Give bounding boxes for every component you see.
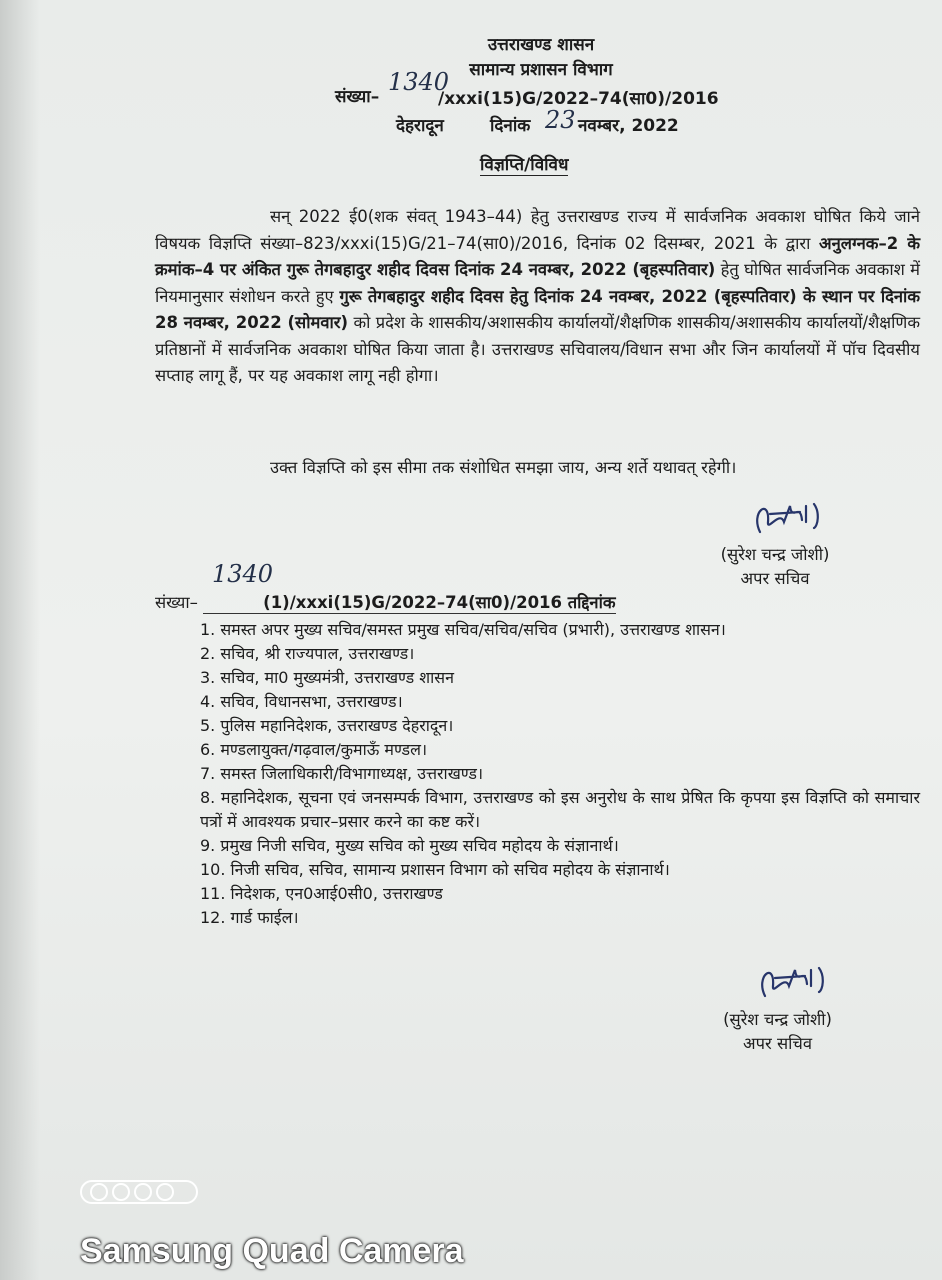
place: देहरादून (396, 116, 444, 136)
recipient-item: 10. निजी सचिव, सचिव, सामान्य प्रशासन विभाग को सचिव महोदय के संज्ञानार्थ। (200, 860, 670, 879)
handwritten-copy-ref-number: 1340 (212, 560, 274, 588)
ref-prefix: संख्या– (335, 87, 380, 107)
signatory-1-name: (सुरेश चन्द्र जोशी) (720, 545, 830, 564)
document-type: विज्ञप्ति/विविध (480, 152, 568, 176)
signature-2-block (700, 1008, 855, 1056)
recipient-item: 3. सचिव, मा0 मुख्यमंत्री, उत्तराखण्ड शासन (200, 668, 455, 687)
department-name: सामान्य प्रशासन विभाग (469, 60, 613, 80)
notification-body (155, 204, 920, 390)
body-bold-1: अनुलग्नक–2 के क्रमांक–4 पर अंकित गुरू तेगबहादुर शहीद दिवस दिनांक 24 नवम्बर, 2022 (बृहस्पतिवार) (155, 233, 920, 279)
amendment-note: उक्त विज्ञप्ति को इस सीमा तक संशोधित समझा जाय, अन्य शर्ते यथावत् रहेगी। (270, 458, 737, 477)
copy-ref-prefix: संख्या– (155, 593, 198, 612)
camera-watermark-text: Samsung Quad Camera (80, 1232, 464, 1270)
handwritten-date-day: 23 (545, 106, 576, 134)
ref-suffix: /xxxi(15)G/2022–74(सा0)/2016 (438, 89, 719, 109)
recipient-item: 2. सचिव, श्री राज्यपाल, उत्तराखण्ड। (200, 644, 415, 663)
recipient-item: 4. सचिव, विधानसभा, उत्तराखण्ड। (200, 692, 403, 711)
signature-2-mark (745, 956, 845, 1008)
date-suffix: नवम्बर, 2022 (578, 116, 679, 136)
recipient-item: 11. निदेशक, एन0आई0सी0, उत्तराखण्ड (200, 884, 443, 903)
signature-1-mark (740, 492, 840, 544)
government-name: उत्तराखण्ड शासन (487, 35, 595, 55)
recipient-list (200, 618, 920, 930)
handwritten-ref-number: 1340 (388, 68, 450, 96)
camera-lens-icon (80, 1180, 198, 1204)
signature-1-block (700, 543, 850, 591)
recipient-item: 1. समस्त अपर मुख्य सचिव/समस्त प्रमुख सचिव/सचिव/सचिव (प्रभारी), उत्तराखण्ड शासन। (200, 620, 726, 639)
body-text-1: सन् 2022 ई0(शक संवत् 1943–44) हेतु उत्तराखण्ड राज्य में सार्वजनिक अवकाश घोषित किये जाने विषयक विज्ञप्ति संख्या–823/xxxi(15)G/21–74(सा0)/2016, दिनांक 02 दिसम्बर, 2021 के द्वारा (155, 207, 920, 253)
signatory-1-designation: अपर सचिव (740, 569, 810, 588)
recipient-item: 6. मण्डलायुक्त/गढ़वाल/कुमाऊँ मण्डल। (200, 740, 428, 759)
signatory-2-name: (सुरेश चन्द्र जोशी) (723, 1010, 832, 1029)
reference-number (335, 84, 379, 107)
date-prefix: दिनांक (490, 116, 531, 136)
page-shadow (0, 0, 40, 1280)
recipient-item: 8. महानिदेशक, सूचना एवं जनसम्पर्क विभाग, उत्तराखण्ड को इस अनुरोध के साथ प्रेषित कि कृपया इस विज्ञप्ति को समाचार पत्रों में आवश्यक प्रचार–प्रसार करने का कष्ट करें। (200, 788, 920, 831)
recipient-item: 5. पुलिस महानिदेशक, उत्तराखण्ड देहरादून। (200, 716, 454, 735)
recipient-item: 7. समस्त जिलाधिकारी/विभागाध्यक्ष, उत्तराखण्ड। (200, 764, 484, 783)
recipient-item: 12. गार्ड फाईल। (200, 908, 299, 927)
signatory-2-designation: अपर सचिव (742, 1034, 813, 1053)
copy-reference (155, 590, 616, 614)
body-bold-2: गुरू तेगबहादुर शहीद दिवस हेतु दिनांक 24 नवम्बर, 2022 (बृहस्पतिवार) के स्थान पर दिनांक 28 नवम्बर, 2022 (सोमवार) (155, 286, 921, 332)
body-text-2: हेतु घोषित सार्वजनिक अवकाश में नियमानुसार संशोधन करते हुए (155, 260, 921, 306)
body-text-3: को प्रदेश के शासकीय/अशासकीय कार्यालयों/शैक्षणिक शासकीय/अशासकीय कार्यालयों/शैक्षणिक प्रतिष्ठानों में सार्वजनिक अवकाश घोषित किया जाता है। उत्तराखण्ड सचिवालय/विधान सभा और जिन कार्यालयों में पॉच दिवसीय सप्ताह लागू हैं, पर यह अवकाश लागू नही होगा। (155, 313, 921, 385)
copy-ref-suffix: (1)/xxxi(15)G/2022–74(सा0)/2016 तद्दिनांक (203, 590, 615, 614)
recipient-item: 9. प्रमुख निजी सचिव, मुख्य सचिव को मुख्य सचिव महोदय के संज्ञानार्थ। (200, 836, 619, 855)
